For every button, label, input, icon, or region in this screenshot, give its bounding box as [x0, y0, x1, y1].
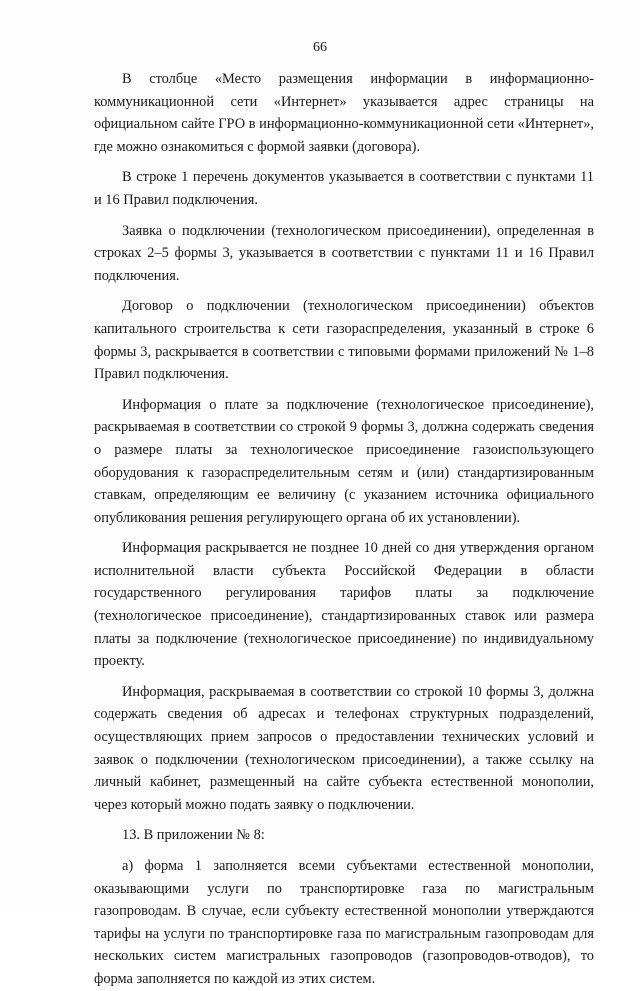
- paragraph-application: Заявка о подключении (технологическом присоединении), определенная в строках 2–5 формы 3, указывается в соответствии с пунктами 11 и 16 Правил подключения.: [94, 222, 594, 284]
- paragraph-form-1: а) форма 1 заполняется всеми субъектами естественной монополии, оказывающими услуги по транспортировке газа по магистральным газопроводам. В случае, если субъекту естественной монополии утверждаются тарифы на услуги по транспортировке газа по магистральным газопроводам для нескольких систем магистральных газопроводов (газопроводов-отводов), то форма заполняется по каждой из этих систем.: [94, 858, 594, 987]
- page-number: 66: [313, 40, 327, 55]
- paragraph-row-1: В строке 1 перечень документов указывается в соответствии с пунктами 11 и 16 Правил подключения.: [94, 169, 594, 208]
- paragraph-connection-fee: Информация о плате за подключение (технологическое присоединение), раскрываемая в соответствии со строкой 9 формы 3, должна содержать сведения о размере платы за технологическое присоединение газоиспользующего оборудования к газораспределительным сетям и (или) стандартизированным ставкам, определяющим ее величину (с указанием источника официального опубликования решения регулирующего органа об их установлении).: [94, 396, 594, 526]
- paragraph-contract: Договор о подключении (технологическом присоединении) объектов капитального строительства к сети газораспределения, указанный в строке 6 формы 3, раскрывается в соответствии с типовыми формами приложений № 1–8 Правил подключения.: [94, 298, 594, 383]
- paragraph-row-10: Информация, раскрываемая в соответствии со строкой 10 формы 3, должна содержать сведения об адресах и телефонах структурных подразделений, осуществляющих прием запросов о предоставлении технических условий и заявок о подключении (технологическом присоединении), а также ссылку на личный кабинет, размещенный на сайте субъекта естественной монополии, через который можно подать заявку о подключении.: [94, 683, 594, 813]
- paragraph-appendix-8: 13. В приложении № 8:: [122, 827, 265, 844]
- paragraph-internet-address: В столбце «Место размещения информации в информационно-коммуникационной сети «Интернет» указывается адрес страницы на официальном сайте ГРО в информационно-коммуникационной сети «Интернет», где можно ознакомиться с формой заявки (договора).: [94, 71, 594, 155]
- document-body: [94, 68, 594, 991]
- paragraph-disclosure-deadline: Информация раскрывается не позднее 10 дней со дня утверждения органом исполнительной власти субъекта Российской Федерации в области государственного регулирования тарифов платы за подключение (технологическое присоединение), стандартизированных ставок или размера платы за подключение (технологическое присоединение) по индивидуальному проекту.: [94, 540, 594, 670]
